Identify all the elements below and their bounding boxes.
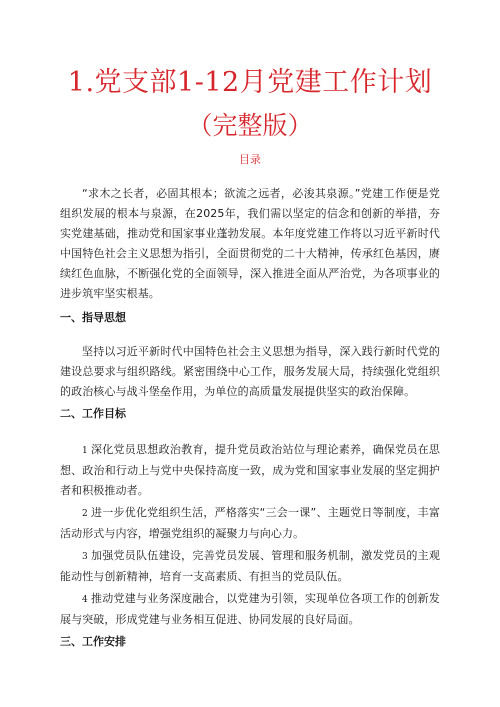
goal-item-number: 3 (82, 552, 88, 562)
toc-link[interactable]: 目录 (239, 153, 261, 166)
goal-item-4 (60, 589, 440, 630)
goal-item-3 (60, 546, 440, 587)
goal-item-text: 加强党员队伍建设，完善党员发展、管理和服务机制，激发党员的主观能动性与创新精神，培育一支高素质、有担当的党员队伍。 (60, 549, 440, 583)
goal-item-1 (60, 440, 440, 501)
guiding-thought-paragraph: 坚持以习近平新时代中国特色社会主义思想为指导，深入践行新时代党的建设总要求与组织路线。紧密围绕中心工作，服务发展大局，持续强化党组织的政治核心与战斗堡垒作用，为单位的高质量发展提供坚实的政治保障。 (60, 345, 440, 398)
intro-paragraph: “求木之长者，必固其根本；欲流之远者，必浚其泉源。”党建工作便是党组织发展的根本与泉源，在2025年，我们需以坚定的信念和创新的举措，夯实党建基础，推动党和国家事业蓬勃发展。本年度党建工作将以习近平新时代中国特色社会主义思想为指引，全面贯彻党的二十大精神，传承红色基因，赓续红色血脉，不断强化党的全面领导，深入推进全面从严治党，为各项事业的进步筑牢坚实根基。 (60, 187, 440, 300)
goal-item-text: 推动党建与业务深度融合，以党建为引领，实现单位各项工作的创新发展与突破，形成党建与业务相互促进、协同发展的良好局面。 (60, 592, 440, 626)
document-title: 1.党支部1-12月党建工作计划 (67, 67, 433, 98)
goal-item-text: 进一步优化党组织生活，严格落实“三会一课”、主题党日等制度，丰富活动形式与内容，增强党组织的凝聚力与向心力。 (60, 506, 440, 540)
goal-item-number: 2 (82, 509, 88, 519)
goal-item-text: 深化党员思想政治教育，提升党员政治站位与理论素养，确保党员在思想、政治和行动上与党中央保持高度一致，成为党和国家事业发展的坚定拥护者和积极推动者。 (60, 443, 440, 497)
document-subtitle: （完整版） (187, 111, 313, 140)
goal-item-number: 4 (82, 595, 88, 605)
section-heading-guiding-thought: 一、指导思想 (60, 311, 126, 324)
section-heading-work-goals: 二、工作目标 (60, 407, 126, 420)
section-heading-work-arrangement: 三、工作安排 (60, 635, 126, 648)
goal-item-number: 1 (82, 446, 88, 456)
goal-item-2 (60, 503, 440, 544)
